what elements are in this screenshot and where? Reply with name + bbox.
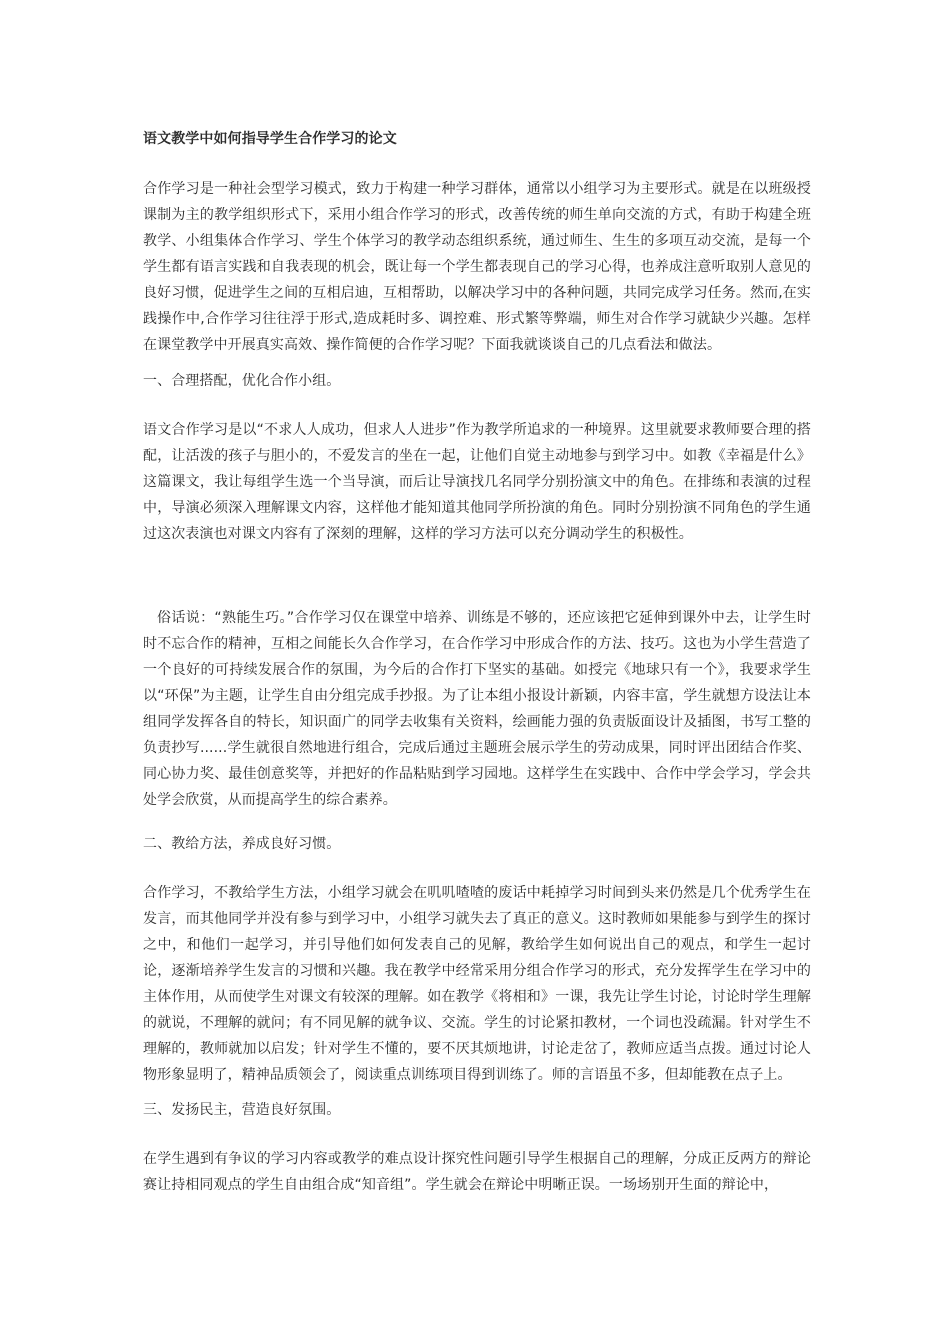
section2-heading: 二、教给方法，养成良好习惯。 bbox=[143, 836, 341, 852]
section1-heading: 一、合理搭配，优化合作小组。 bbox=[143, 373, 341, 389]
section1-paragraph-1: 语文合作学习是以“不求人人成功，但求人人进步”作为教学所追求的一种境界。这里就要求教师要合理的搭配，让活泼的孩子与胆小的，不爱发言的坐在一起，让他们自觉主动地参与到学习中。如教《幸福是什么》这篇课文，我让每组学生选一个当导演，而后让导演找几名同学分别扮演文中的角色。在排练和表演的过程中，导演必须深入理解课文内容，这样他才能知道其他同学所扮演的角色。同时分别扮演不同角色的学生通过这次表演也对课文内容有了深刻的理解，这样的学习方法可以充分调动学生的积极性。 bbox=[143, 422, 811, 542]
section3-paragraph-1: 在学生遇到有争议的学习内容或教学的难点设计探究性问题引导学生根据自己的理解，分成正反两方的辩论赛让持相同观点的学生自由组合成“知音组”。学生就会在辩论中明晰正误。一场场别开生面的辩论中， bbox=[143, 1151, 811, 1193]
section2-paragraph-1: 合作学习，不教给学生方法，小组学习就会在叽叽喳喳的废话中耗掉学习时间到头来仍然是几个优秀学生在发言，而其他同学并没有参与到学习中，小组学习就失去了真正的意义。这时教师如果能参与到学生的探讨之中，和他们一起学习，并引导他们如何发表自己的见解，教给学生如何说出自己的观点，和学生一起讨论，逐渐培养学生发言的习惯和兴趣。我在教学中经常采用分组合作学习的形式，充分发挥学生在学习中的主体作用，从而使学生对课文有较深的理解。如在教学《将相和》一课，我先让学生讨论，讨论时学生理解的就说，不理解的就问；有不同见解的就争议、交流。学生的讨论紧扣教材，一个词也没疏漏。针对学生不理解的，教师就加以启发；针对学生不懂的，要不厌其烦地讲，讨论走岔了，教师应适当点拨。通过讨论人物形象显明了，精神品质领会了，阅读重点训练项目得到训练了。师的言语虽不多，但却能教在点子上。 bbox=[143, 885, 811, 1083]
intro-paragraph: 合作学习是一种社会型学习模式，致力于构建一种学习群体，通常以小组学习为主要形式。就是在以班级授课制为主的教学组织形式下，采用小组合作学习的形式，改善传统的师生单向交流的方式，有助于构建全班教学、小组集体合作学习、学生个体学习的教学动态组织系统，通过师生、生生的多项互动交流，是每一个学生都有语言实践和自我表现的机会，既让每一个学生都表现自己的学习心得，也养成注意听取别人意见的良好习惯，促进学生之间的互相启迪，互相帮助，以解决学习中的各种问题，共同完成学习任务。然而,在实践操作中,合作学习往往浮于形式,造成耗时多、调控难、形式繁等弊端，师生对合作学习就缺少兴趣。怎样在课堂教学中开展真实高效、操作简便的合作学习呢？下面我就谈谈自己的几点看法和做法。 bbox=[143, 181, 811, 353]
section1-paragraph-2: 俗话说：“熟能生巧。”合作学习仅在课堂中培养、训练是不够的，还应该把它延伸到课外中去，让学生时时不忘合作的精神，互相之间能长久合作学习，在合作学习中形成合作的方法、技巧。这也为小学生营造了一个良好的可持续发展合作的氛围，为今后的合作打下坚实的基础。如授完《地球只有一个》，我要求学生以“环保”为主题，让学生自由分组完成手抄报。为了让本组小报设计新颖，内容丰富，学生就想方设法让本组同学发挥各自的特长，知识面广的同学去收集有关资料，绘画能力强的负责版面设计及插图，书写工整的负责抄写......学生就很自然地进行组合，完成后通过主题班会展示学生的劳动成果，同时评出团结合作奖、同心协力奖、最佳创意奖等，并把好的作品粘贴到学习园地。这样学生在实践中、合作中学会学习，学会共处学会欣赏，从而提高学生的综合素养。 bbox=[143, 610, 811, 808]
document-title: 语文教学中如何指导学生合作学习的论文 bbox=[143, 131, 397, 147]
section3-heading: 三、发扬民主，营造良好氛围。 bbox=[143, 1102, 341, 1118]
